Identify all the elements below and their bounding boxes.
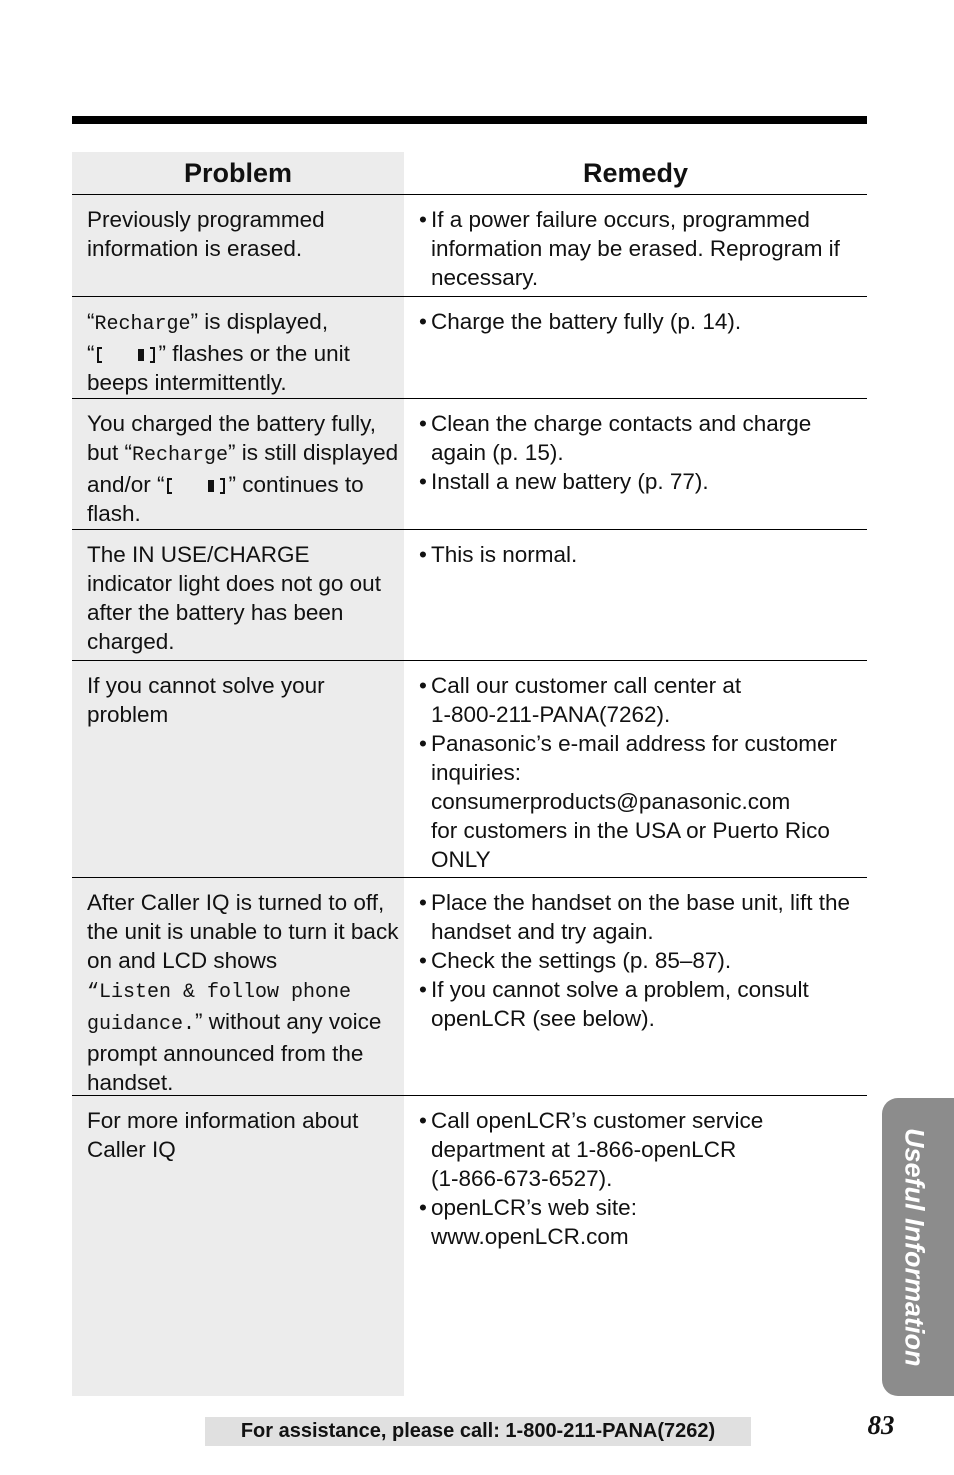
remedy-item: • Place the handset on the base unit, lift the handset and try again.: [419, 890, 851, 944]
remedy-item: • Panasonic’s e-mail address for customer inquiries: consumerproducts@panasonic.com for customers in the USA or Puerto Rico ONLY: [419, 731, 838, 872]
remedy-item: • If a power failure occurs, programmed information may be erased. Reprogram if necessary.: [419, 207, 840, 290]
remedy-cell: [404, 661, 867, 877]
bullet-dot: •: [419, 890, 427, 915]
remedy-column-header: Remedy: [582, 158, 689, 188]
problem-column-header: Problem: [72, 152, 404, 194]
section-tab-label-wrap: [882, 1098, 946, 1396]
page-number: 83: [867, 1410, 895, 1440]
lcd-text: “Listen & follow phone guidance.: [87, 981, 352, 1036]
remedy-item: • Install a new battery (p. 77).: [419, 469, 709, 494]
low-battery-icon: [166, 477, 228, 495]
problem-cell: The IN USE/CHARGE indicator light does not go out after the battery has been charged.: [72, 530, 404, 660]
table-row: [72, 661, 867, 878]
remedy-item: • Clean the charge contacts and charge again (p. 15).: [419, 411, 812, 465]
problem-cell: Previously programmed information is erased.: [72, 195, 404, 296]
problem-cell: “Recharge” is displayed, “ ” flashes or the unit beeps intermittently.: [72, 297, 404, 398]
problem-cell: If you cannot solve your problem: [72, 661, 404, 877]
remedy-cell: [404, 195, 867, 296]
bullet-dot: •: [419, 542, 427, 567]
problem-cell: For more information about Caller IQ: [72, 1096, 404, 1396]
table-header: [72, 152, 867, 195]
remedy-cell: [404, 399, 867, 529]
bullet-dot: •: [419, 1195, 427, 1220]
table-row: [72, 195, 867, 297]
bullet-dot: •: [419, 309, 427, 334]
bullet-dot: •: [419, 673, 427, 698]
bullet-dot: •: [419, 977, 427, 1002]
bullet-dot: •: [419, 469, 427, 494]
problem-cell: After Caller IQ is turned to off, the unit is unable to turn it back on and LCD shows “Listen & follow phone guidance.” without any voice prompt announced from the handset.: [72, 878, 404, 1095]
low-battery-icon: [96, 346, 158, 364]
lcd-text: Recharge: [132, 444, 229, 467]
remedy-cell: [404, 530, 867, 660]
remedy-item: • If you cannot solve a problem, consult openLCR (see below).: [419, 977, 809, 1031]
bullet-dot: •: [419, 1108, 427, 1133]
table-row: [72, 399, 867, 530]
remedy-item: • This is normal.: [419, 542, 578, 567]
table-row: [72, 1096, 867, 1396]
troubleshooting-table: [72, 152, 867, 1396]
assistance-footer: For assistance, please call: 1-800-211-PANA(7262): [205, 1417, 751, 1446]
remedy-cell: [404, 878, 867, 1095]
remedy-cell: [404, 1096, 867, 1396]
problem-cell: You charged the battery fully, but “Recharge” is still displayed and/or “ ” continues to flash.: [72, 399, 404, 529]
top-rule: [72, 116, 867, 124]
remedy-cell: [404, 297, 867, 398]
table-row: [72, 530, 867, 661]
remedy-item: • Charge the battery fully (p. 14).: [419, 309, 742, 334]
table-row: [72, 878, 867, 1096]
remedy-item: • openLCR’s web site: www.openLCR.com: [419, 1195, 637, 1249]
bullet-dot: •: [419, 411, 427, 436]
bullet-dot: •: [419, 207, 427, 232]
section-tab-label: Useful Information: [899, 1127, 930, 1367]
bullet-dot: •: [419, 731, 427, 756]
bullet-dot: •: [419, 948, 427, 973]
lcd-text: Recharge: [94, 313, 191, 336]
remedy-item: • Call openLCR’s customer service department at 1-866-openLCR (1-866-673-6527).: [419, 1108, 764, 1191]
remedy-item: • Check the settings (p. 85–87).: [419, 948, 732, 973]
remedy-item: • Call our customer call center at 1-800-211-PANA(7262).: [419, 673, 742, 727]
table-row: [72, 297, 867, 399]
